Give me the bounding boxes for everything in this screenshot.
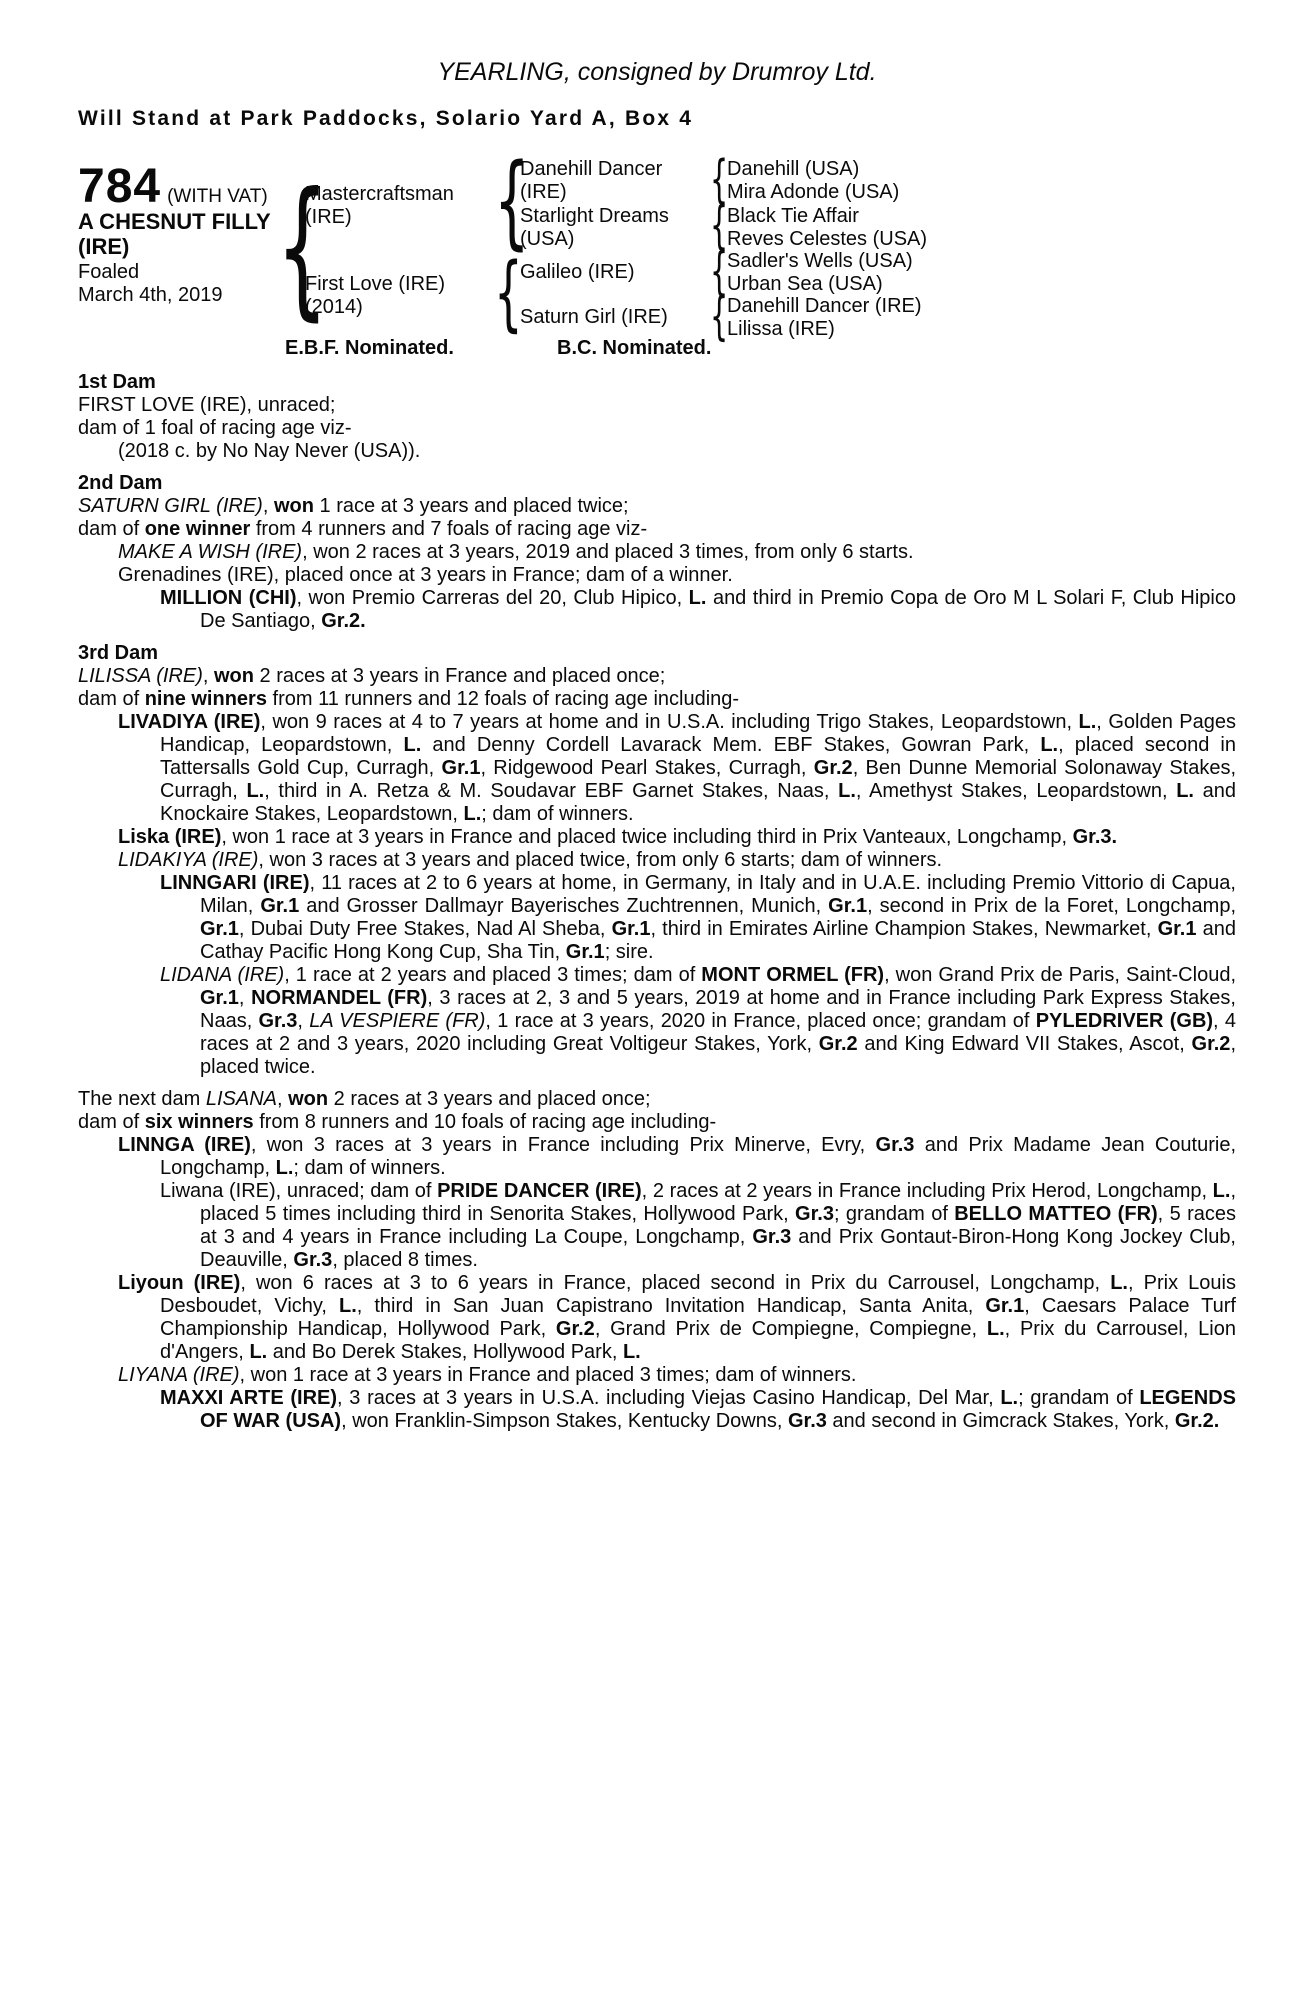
progeny-entry: MILLION (CHI), won Premio Carreras del 20, Club Hipico, L. and third in Premio Copa de Oro M L Solari F, Club Hipico De Santiago, Gr.2.: [160, 587, 1237, 632]
produce-summary: dam of 1 foal of racing age viz-: [78, 417, 352, 439]
next-dam-race-record: The next dam LISANA, won 2 races at 3 years and placed once;: [78, 1088, 651, 1110]
produce-summary: dam of one winner from 4 runners and 7 foals of racing age viz-: [78, 518, 648, 540]
produce-entry: (2018 c. by No Nay Never (USA)).: [118, 440, 421, 462]
section-heading-1st-dam: 1st Dam: [78, 371, 156, 393]
dams-dam-name: Saturn Girl (IRE): [520, 306, 668, 328]
gen3-name: Mira Adonde (USA): [727, 181, 900, 203]
progeny-entry: Liwana (IRE), unraced; dam of PRIDE DANCER (IRE), 2 races at 2 years in France including Prix Herod, Longchamp, L., placed 5 times including third in Senorita Stakes, Hollywood Park, Gr.3; grandam of BELLO MATTEO (FR), 5 races at 3 and 4 years in France including La Coupe, Longchamp, Gr.3 and Prix Gontaut-Biron-Hong Kong Jockey Club, Deauville, Gr.3, placed 8 times.: [160, 1180, 1236, 1271]
foaled-date: March 4th, 2019: [78, 284, 223, 306]
progeny-entry: Liyoun (IRE), won 6 races at 3 to 6 years in France, placed second in Prix du Carrousel, Longchamp, L., Prix Louis Desboudet, Vichy, L., third in San Juan Capistrano Invitation Handicap, Santa Anita, Gr.1, Caesars Palace Turf Championship Handicap, Hollywood Park, Gr.2, Grand Prix de Compiegne, Compiegne, L., Prix du Carrousel, Lion d'Angers, L. and Bo Derek Stakes, Hollywood Park, L.: [118, 1272, 1236, 1363]
progeny-entry: LINNGA (IRE), won 3 races at 3 years in France including Prix Minerve, Evry, Gr.3 and Prix Madame Jean Couturie, Longchamp, L.; dam of winners.: [118, 1134, 1237, 1179]
dam-race-record: LILISSA (IRE), won 2 races at 3 years in France and placed once;: [78, 665, 666, 687]
progeny-entry: LIDANA (IRE), 1 race at 2 years and placed 3 times; dam of MONT ORMEL (FR), won Grand Prix de Paris, Saint-Cloud, Gr.1, NORMANDEL (FR), 3 races at 2, 3 and 5 years, 2019 at home and in France including Park Express Stakes, Naas, Gr.3, LA VESPIERE (FR), 1 race at 3 years, 2020 in France, placed once; grandam of PYLEDRIVER (GB), 4 races at 2 and 3 years, 2020 including Great Voltigeur Stakes, York, Gr.2 and King Edward VII Stakes, Ascot, Gr.2, placed twice.: [160, 964, 1236, 1078]
lot-number: 784: [78, 160, 162, 213]
dam-race-record: FIRST LOVE (IRE), unraced;: [78, 394, 336, 416]
progeny-entry: LIYANA (IRE), won 1 race at 3 years in France and placed 3 times; dam of winners.: [118, 1364, 857, 1386]
section-heading-2nd-dam: 2nd Dam: [78, 472, 163, 494]
dam-race-record: SATURN GIRL (IRE), won 1 race at 3 years and placed twice;: [78, 495, 629, 517]
produce-summary: dam of nine winners from 11 runners and 12 foals of racing age including-: [78, 688, 740, 710]
lot-header: [78, 159, 268, 214]
foaled-label: Foaled: [78, 261, 140, 283]
dam-name: First Love (IRE) (2014): [305, 273, 446, 318]
page-title: YEARLING, consigned by Drumroy Ltd.: [437, 58, 877, 86]
gen3-name: Lilissa (IRE): [727, 318, 835, 340]
dams-sire-name: Galileo (IRE): [520, 261, 635, 283]
progeny-entry: LIDAKIYA (IRE), won 3 races at 3 years and placed twice, from only 6 starts; dam of winners.: [118, 849, 943, 871]
stand-location: Will Stand at Park Paddocks, Solario Yard A, Box 4: [78, 107, 694, 130]
lot-description: A CHESNUT FILLY (IRE): [78, 209, 271, 259]
produce-summary: dam of six winners from 8 runners and 10 foals of racing age including-: [78, 1111, 717, 1133]
progeny-entry: MAXXI ARTE (IRE), 3 races at 3 years in U.S.A. including Viejas Casino Handicap, Del Mar, L.; grandam of LEGENDS OF WAR (USA), won Franklin-Simpson Stakes, Kentucky Downs, Gr.3 and second in Gimcrack Stakes, York, Gr.2.: [160, 1387, 1236, 1432]
gen3-name: Urban Sea (USA): [727, 273, 883, 295]
vat-note: (WITH VAT): [167, 186, 268, 207]
gen3-name: Sadler's Wells (USA): [727, 250, 913, 272]
sires-dam-name: Starlight Dreams (USA): [520, 205, 669, 250]
catalog-text: [78, 371, 1236, 1433]
gen3-name: Reves Celestes (USA): [727, 228, 928, 250]
progeny-entry: LIVADIYA (IRE), won 9 races at 4 to 7 years at home and in U.S.A. including Trigo Stakes, Leopardstown, L., Golden Pages Handicap, Leopardstown, L. and Denny Cordell Lavarack Mem. EBF Stakes, Gowran Park, L., placed second in Tattersalls Gold Cup, Curragh, Gr.1, Ridgewood Pearl Stakes, Curragh, Gr.2, Ben Dunne Memorial Solonaway Stakes, Curragh, L., third in A. Retza & M. Soudavar EBF Garnet Stakes, Naas, L., Amethyst Stakes, Leopardstown, L. and Knockaire Stakes, Leopardstown, L.; dam of winners.: [118, 711, 1237, 825]
progeny-entry: Liska (IRE), won 1 race at 3 years in France and placed twice including third in Prix Vanteaux, Longchamp, Gr.3.: [118, 826, 1118, 848]
progeny-entry: Grenadines (IRE), placed once at 3 years in France; dam of a winner.: [118, 564, 733, 586]
progeny-entry: MAKE A WISH (IRE), won 2 races at 3 years, 2019 and placed 3 times, from only 6 starts.: [118, 541, 914, 563]
gen3-name: Danehill (USA): [727, 158, 860, 180]
gen3-name: Black Tie Affair: [727, 205, 859, 227]
ebf-nominated-note: E.B.F. Nominated.: [285, 337, 454, 359]
progeny-entry: LINNGARI (IRE), 11 races at 2 to 6 years at home, in Germany, in Italy and in U.A.E. including Premio Vittorio di Capua, Milan, Gr.1 and Grosser Dallmayr Bayerisches Zuchtrennen, Munich, Gr.1, second in Prix de la Foret, Longchamp, Gr.1, Dubai Duty Free Stakes, Nad Al Sheba, Gr.1, third in Emirates Airline Champion Stakes, Newmarket, Gr.1 and Cathay Pacific Hong Kong Cup, Sha Tin, Gr.1; sire.: [160, 872, 1236, 963]
section-heading-3rd-dam: 3rd Dam: [78, 642, 159, 664]
bc-nominated-note: B.C. Nominated.: [557, 337, 712, 359]
gen3-name: Danehill Dancer (IRE): [727, 295, 922, 317]
pedigree-table: [78, 153, 1258, 365]
sire-name: Mastercraftsman (IRE): [305, 183, 454, 228]
sires-sire-name: Danehill Dancer (IRE): [520, 158, 663, 203]
